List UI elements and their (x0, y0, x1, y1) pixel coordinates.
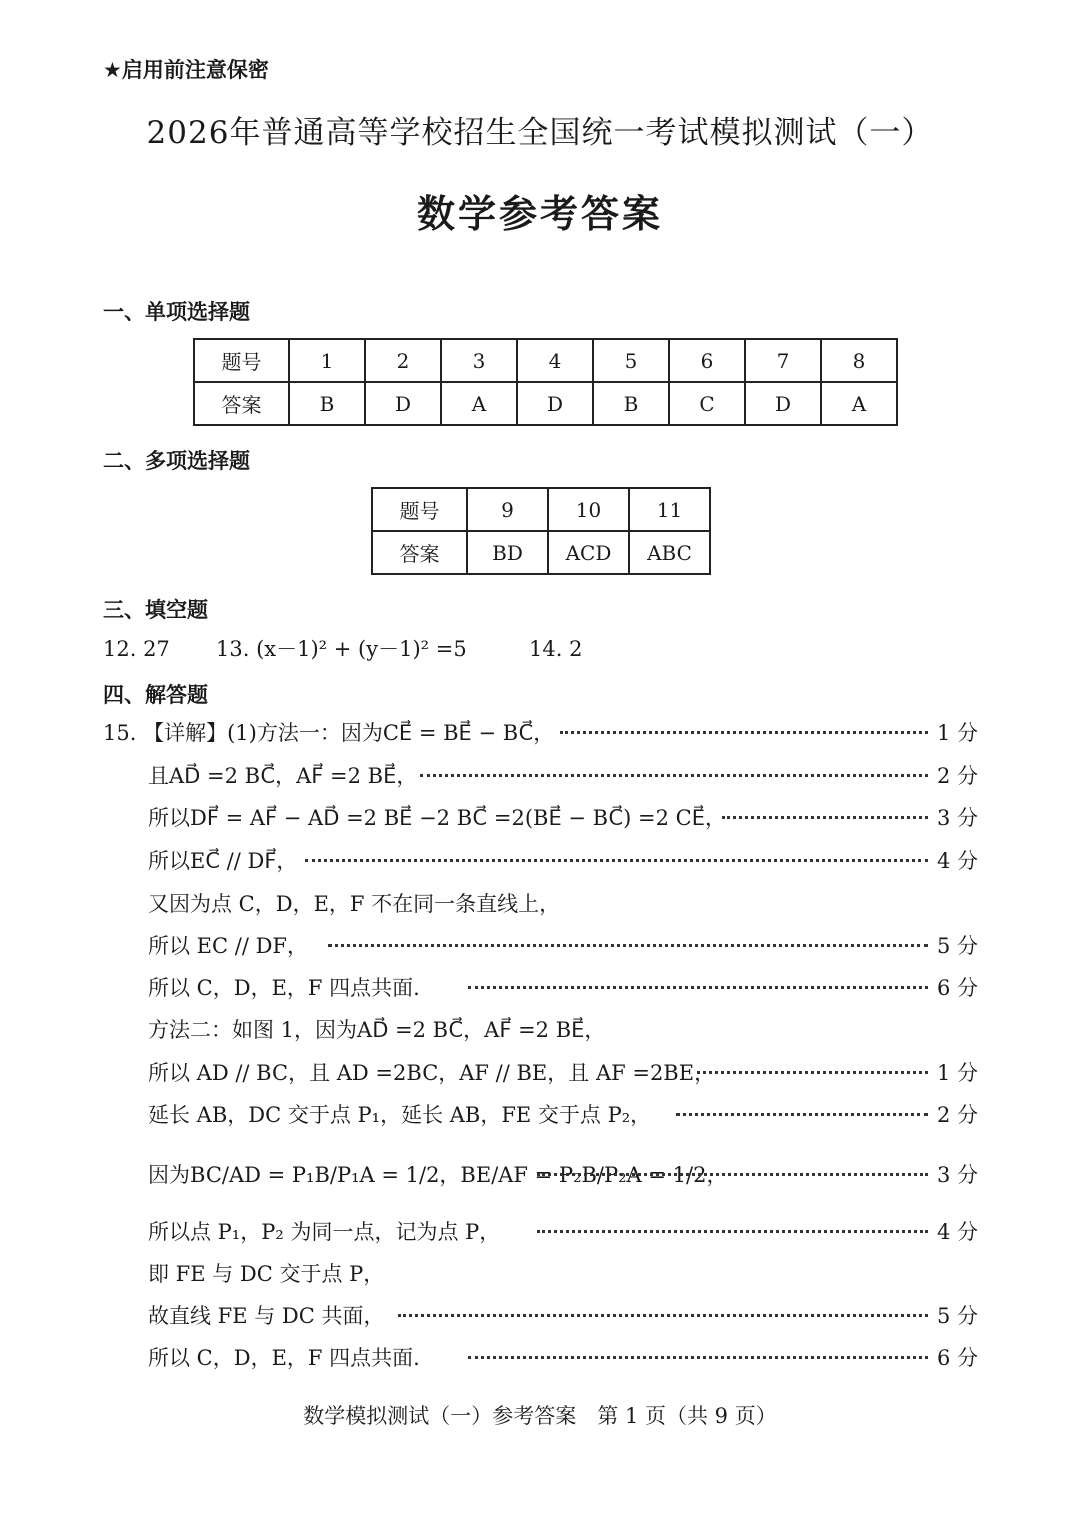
question-number-cell: 10 (548, 488, 629, 531)
dot-leader (468, 986, 928, 989)
multi-choice-answer-table (371, 487, 711, 575)
solution-line (0, 1015, 1080, 1045)
answer-cell: D (517, 382, 593, 425)
table-header-cell: 答案 (372, 531, 467, 574)
score-label: 4 分 (937, 1220, 979, 1244)
solution-text: 所以 C，D，E，F 四点共面. (148, 1346, 420, 1370)
answer-cell: C (669, 382, 745, 425)
solution-line (0, 973, 1080, 1003)
solution-line (0, 803, 1080, 833)
answer-cell: BD (467, 531, 548, 574)
section-heading-single-choice: 一、单项选择题 (103, 300, 250, 324)
table-header-cell: 答案 (194, 382, 289, 425)
answer-cell: B (289, 382, 365, 425)
solution-text: 延长 AB，DC 交于点 P₁，延长 AB，FE 交于点 P₂， (148, 1103, 652, 1127)
score-label: 6 分 (937, 976, 979, 1000)
fill-blank-answer-12: 12. 27 (103, 637, 170, 661)
dot-leader (305, 859, 928, 862)
score-label: 3 分 (937, 806, 979, 830)
dot-leader (468, 1356, 928, 1359)
dot-leader (328, 944, 928, 947)
dot-leader (398, 1314, 928, 1317)
solution-text: 所以点 P₁，P₂ 为同一点，记为点 P， (148, 1220, 501, 1244)
table-header-cell: 题号 (372, 488, 467, 531)
score-label: 5 分 (937, 1304, 979, 1328)
answer-cell: D (365, 382, 441, 425)
solution-text: 所以 C，D，E，F 四点共面. (148, 976, 420, 1000)
section-heading-fill-blank: 三、填空题 (103, 598, 208, 622)
solution-line (0, 1058, 1080, 1088)
solution-line (0, 846, 1080, 876)
answer-cell: ACD (548, 531, 629, 574)
solution-line (0, 1217, 1080, 1247)
answer-cell: A (441, 382, 517, 425)
answer-cell: A (821, 382, 897, 425)
score-label: 2 分 (937, 1103, 979, 1127)
score-label: 1 分 (937, 1061, 979, 1085)
question-number-cell: 4 (517, 339, 593, 382)
solution-text: 且AD⃗ =2 BC⃗，AF⃗ =2 BE⃗， (148, 764, 418, 788)
solution-line (0, 761, 1080, 791)
solution-line (0, 1160, 1080, 1190)
dot-leader (722, 816, 928, 819)
answer-cell: ABC (629, 531, 710, 574)
fill-blank-answer-13: 13. (x－1)² + (y－1)² =5 (216, 637, 467, 661)
solution-line (0, 931, 1080, 961)
solution-text: 所以EC⃗ // DF⃗， (148, 849, 298, 873)
solution-text: 所以 EC // DF， (148, 934, 308, 958)
solution-line (0, 1343, 1080, 1373)
dot-leader (537, 1173, 928, 1176)
fill-blank-answer-14: 14. 2 (529, 637, 583, 661)
page-footer: 数学模拟测试（一）参考答案 第 1 页（共 9 页） (303, 1404, 777, 1428)
dot-leader (420, 774, 928, 777)
solution-text: 所以DF⃗ = AF⃗ − AD⃗ =2 BE⃗ −2 BC⃗ =2(BE⃗ − BC⃗) =2 CE⃗， (148, 806, 726, 830)
score-label: 5 分 (937, 934, 979, 958)
question-number-cell: 11 (629, 488, 710, 531)
solution-line (0, 1259, 1080, 1289)
question-number-cell: 6 (669, 339, 745, 382)
solution-text: 15. 【详解】(1)方法一：因为CE⃗ = BE⃗ − BC⃗， (103, 721, 555, 745)
solution-line (0, 1301, 1080, 1331)
score-label: 6 分 (937, 1346, 979, 1370)
question-number-cell: 9 (467, 488, 548, 531)
question-number-cell: 3 (441, 339, 517, 382)
solution-text: 故直线 FE 与 DC 共面， (148, 1304, 385, 1328)
question-number-cell: 7 (745, 339, 821, 382)
score-label: 1 分 (937, 721, 979, 745)
answer-cell: D (745, 382, 821, 425)
question-number-cell: 5 (593, 339, 669, 382)
solution-text: 因为BC/AD = P₁B/P₁A = 1/2，BE/AF = P₂B/P₂A = 1/2， (148, 1163, 728, 1187)
score-label: 2 分 (937, 764, 979, 788)
solution-line (0, 889, 1080, 919)
solution-line (0, 718, 1080, 748)
exam-title: 2026年普通高等学校招生全国统一考试模拟测试（一） (146, 115, 934, 151)
solution-text: 又因为点 C，D，E，F 不在同一条直线上， (148, 892, 561, 916)
dot-leader (537, 1230, 928, 1233)
document-title: 数学参考答案 (416, 192, 663, 236)
question-number-cell: 1 (289, 339, 365, 382)
score-label: 3 分 (937, 1163, 979, 1187)
dot-leader (697, 1071, 928, 1074)
dot-leader (676, 1113, 928, 1116)
confidential-mark: ★启用前注意保密 (103, 58, 269, 82)
question-number-cell: 8 (821, 339, 897, 382)
answer-cell: B (593, 382, 669, 425)
solution-line (0, 1100, 1080, 1130)
section-heading-solutions: 四、解答题 (103, 683, 208, 707)
score-label: 4 分 (937, 849, 979, 873)
solution-text: 即 FE 与 DC 交于点 P， (148, 1262, 385, 1286)
question-number-cell: 2 (365, 339, 441, 382)
solution-text: 方法二：如图 1，因为AD⃗ =2 BC⃗，AF⃗ =2 BE⃗， (148, 1018, 606, 1042)
table-header-cell: 题号 (194, 339, 289, 382)
single-choice-answer-table (193, 338, 898, 426)
dot-leader (560, 731, 928, 734)
section-heading-multi-choice: 二、多项选择题 (103, 449, 250, 473)
solution-text: 所以 AD // BC，且 AD =2BC，AF // BE，且 AF =2BE， (148, 1061, 716, 1085)
